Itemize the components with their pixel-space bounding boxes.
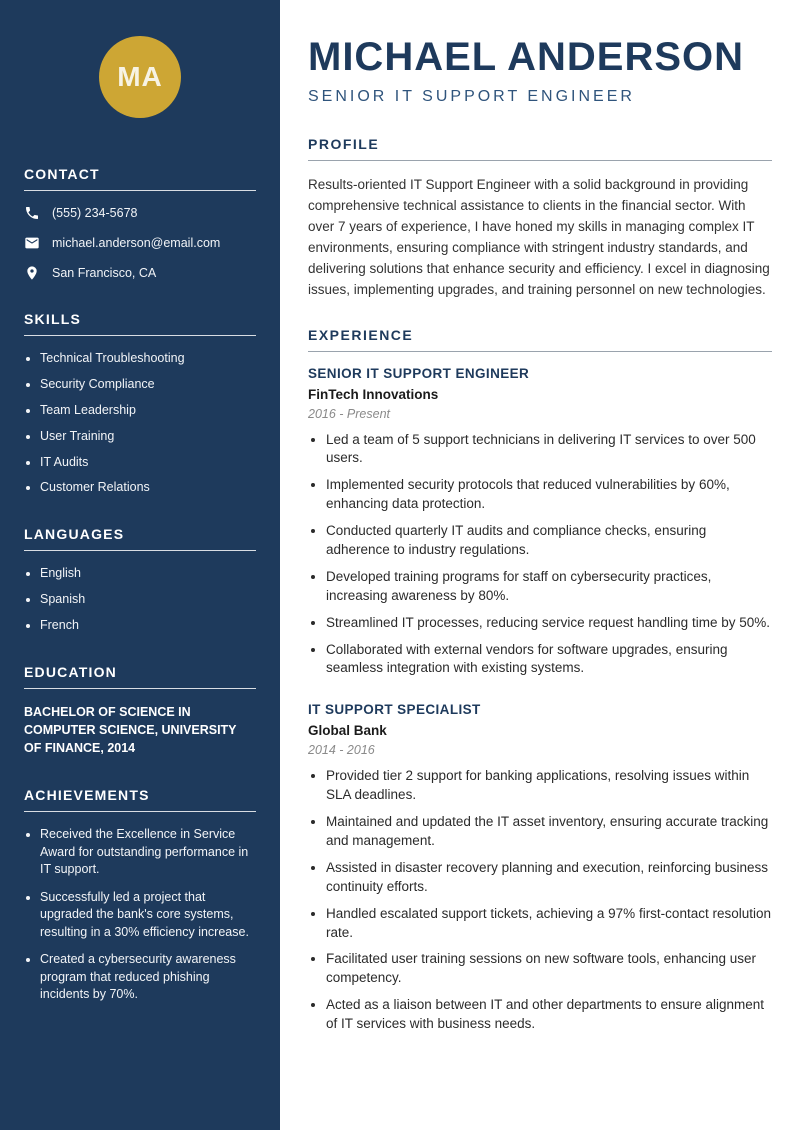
profile-heading: PROFILE bbox=[308, 136, 380, 152]
education-heading: EDUCATION bbox=[24, 664, 256, 689]
contact-item-email bbox=[24, 235, 256, 251]
job-dates: 2014 - 2016 bbox=[308, 743, 375, 758]
job-bullet: • Provided tier 2 support for banking applications, resolving issues within SLA deadlines. bbox=[326, 767, 772, 805]
job-company: FinTech Innovations bbox=[308, 386, 439, 402]
skill-item: • Team Leadership bbox=[40, 402, 256, 419]
skills-list bbox=[24, 350, 256, 496]
skill-item: • Security Compliance bbox=[40, 376, 256, 393]
email-icon bbox=[24, 235, 40, 251]
profile-divider bbox=[308, 160, 772, 161]
job-bullet: • Maintained and updated the IT asset inventory, ensuring accurate tracking and management. bbox=[326, 813, 772, 851]
language-item: • French bbox=[40, 617, 256, 634]
skill-item: • User Training bbox=[40, 428, 256, 445]
job-entry-1 bbox=[308, 366, 772, 679]
job-company: Global Bank bbox=[308, 723, 387, 739]
job-bullet: • Assisted in disaster recovery planning and execution, reinforcing business continuity efforts. bbox=[326, 859, 772, 897]
skill-item: • Technical Troubleshooting bbox=[40, 350, 256, 367]
profile-section bbox=[308, 136, 772, 301]
achievement-item: • Received the Excellence in Service Award for outstanding performance in IT support. bbox=[40, 826, 256, 879]
education-degree: BACHELOR OF SCIENCE IN COMPUTER SCIENCE, UNIVERSITY OF FINANCE, 2014 bbox=[24, 704, 237, 756]
job-bullet-list bbox=[308, 767, 772, 1034]
language-item: • English bbox=[40, 565, 256, 582]
skill-item: • Customer Relations bbox=[40, 479, 256, 496]
skills-heading: SKILLS bbox=[24, 311, 256, 336]
job-bullet: • Handled escalated support tickets, achieving a 97% first-contact resolution rate. bbox=[326, 905, 772, 943]
job-bullet: • Implemented security protocols that reduced vulnerabilities by 60%, enhancing data protection. bbox=[326, 476, 772, 514]
sidebar bbox=[0, 0, 280, 1130]
languages-list bbox=[24, 565, 256, 634]
achievement-item: • Created a cybersecurity awareness program that reduced phishing incidents by 70%. bbox=[40, 951, 256, 1004]
contact-email-text: michael.anderson@email.com bbox=[52, 236, 221, 250]
profile-text: Results-oriented IT Support Engineer with a solid background in providing comprehensive technical assistance to clients in the financial sector. With over 7 years of experience, I have honed my skills in managing complex IT environments, ensuring compliance with stringent industry standards, and delivering solutions that enhance security and efficiency. I excel in diagnosing issues, implementing upgrades, and training personnel on new technologies. bbox=[308, 177, 770, 297]
languages-heading: LANGUAGES bbox=[24, 526, 256, 551]
job-title: IT SUPPORT SPECIALIST bbox=[308, 702, 481, 718]
languages-section bbox=[24, 526, 256, 634]
job-bullet: • Led a team of 5 support technicians in delivering IT services to over 500 users. bbox=[326, 431, 772, 469]
job-bullet-list bbox=[308, 431, 772, 679]
location-icon bbox=[24, 265, 40, 281]
avatar bbox=[99, 36, 181, 118]
contact-phone-text: (555) 234-5678 bbox=[52, 206, 138, 220]
main-content bbox=[280, 0, 800, 1130]
experience-heading: EXPERIENCE bbox=[308, 326, 414, 343]
skill-item: • IT Audits bbox=[40, 454, 256, 471]
job-title: SENIOR IT SUPPORT ENGINEER bbox=[308, 365, 530, 381]
contact-section bbox=[24, 166, 256, 281]
job-bullet: • Collaborated with external vendors for software upgrades, ensuring seamless integration with existing systems. bbox=[326, 641, 772, 679]
avatar-wrap bbox=[24, 36, 256, 118]
job-dates: 2016 - Present bbox=[308, 406, 390, 421]
job-bullet: • Acted as a liaison between IT and other departments to ensure alignment of IT services with business needs. bbox=[326, 996, 772, 1034]
language-item: • Spanish bbox=[40, 591, 256, 608]
job-bullet: • Streamlined IT processes, reducing service request handling time by 50%. bbox=[326, 614, 772, 633]
experience-section bbox=[308, 327, 772, 1034]
contact-item-location bbox=[24, 265, 256, 281]
job-bullet: • Developed training programs for staff on cybersecurity practices, increasing awareness by 80%. bbox=[326, 568, 772, 606]
achievements-list bbox=[24, 826, 256, 1004]
achievements-section bbox=[24, 787, 256, 1004]
job-bullet: • Conducted quarterly IT audits and compliance checks, ensuring adherence to industry regulations. bbox=[326, 522, 772, 560]
education-section bbox=[24, 664, 256, 757]
contact-location-text: San Francisco, CA bbox=[52, 266, 157, 280]
contact-heading: CONTACT bbox=[24, 166, 256, 191]
experience-divider bbox=[308, 351, 772, 352]
achievements-heading: ACHIEVEMENTS bbox=[24, 787, 256, 812]
skills-section bbox=[24, 311, 256, 496]
phone-icon bbox=[24, 205, 40, 221]
person-name: MICHAEL ANDERSON bbox=[308, 35, 745, 79]
job-entry-2 bbox=[308, 702, 772, 1034]
avatar-initials: MA bbox=[117, 61, 163, 92]
achievement-item: • Successfully led a project that upgraded the bank's core systems, resulting in a 30% efficiency increase. bbox=[40, 889, 256, 942]
contact-item-phone bbox=[24, 205, 256, 221]
job-bullet: • Facilitated user training sessions on new software tools, enhancing user competency. bbox=[326, 950, 772, 988]
person-title: SENIOR IT SUPPORT ENGINEER bbox=[308, 88, 635, 105]
